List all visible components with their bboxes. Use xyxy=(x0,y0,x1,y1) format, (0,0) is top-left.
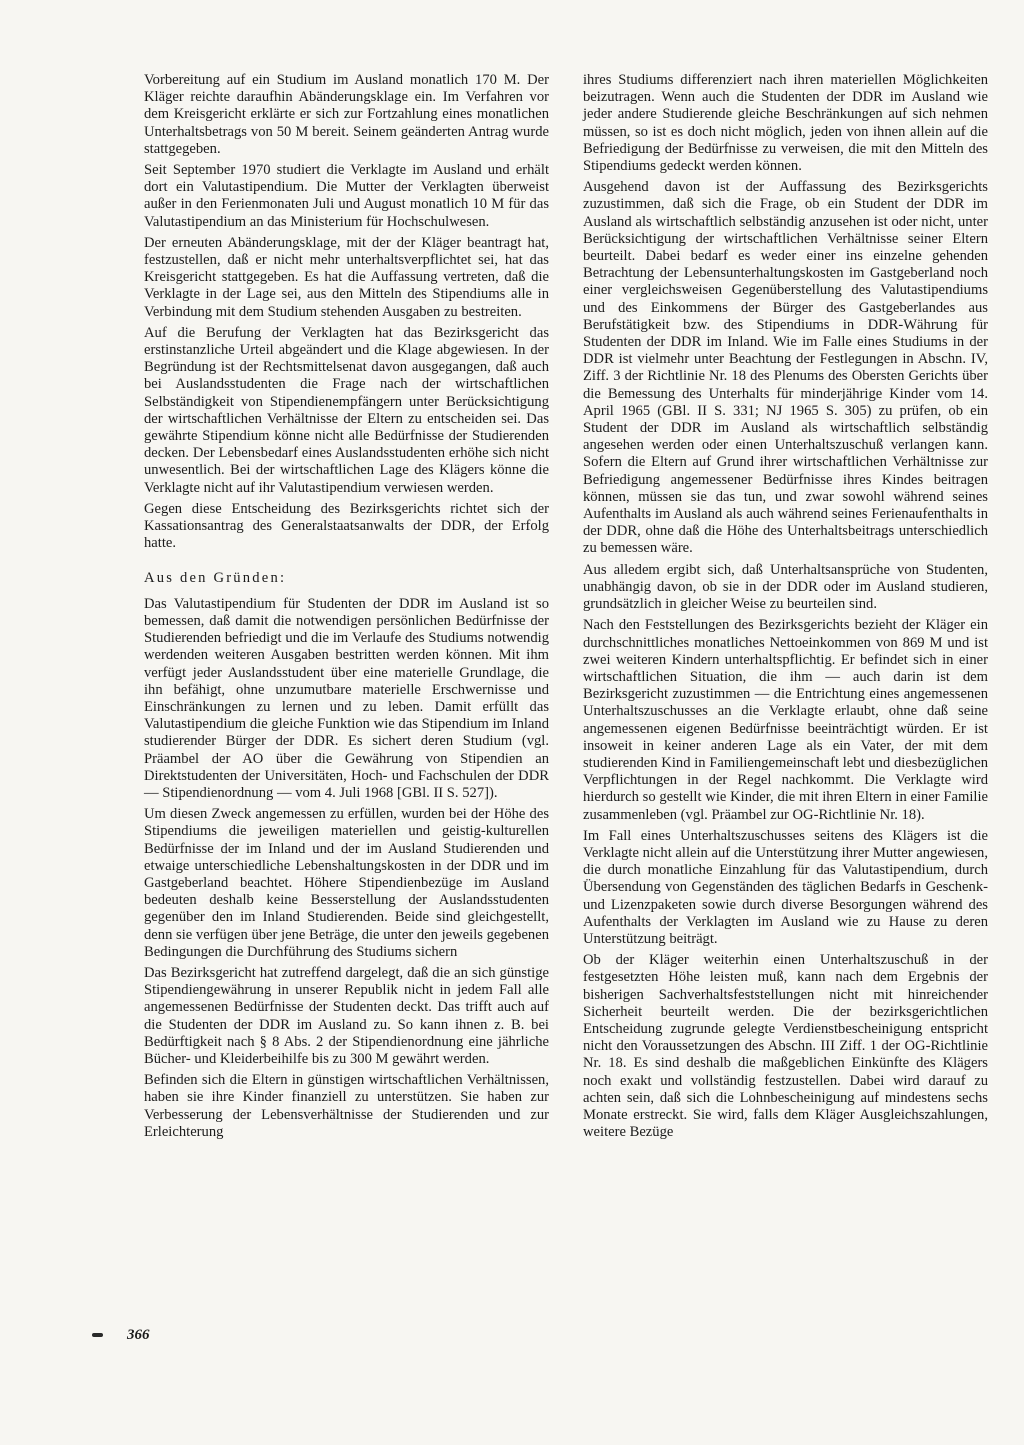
margin-mark xyxy=(92,1333,103,1337)
paragraph: Im Fall eines Unterhaltszuschusses seitens des Klägers ist die Verklagte nicht allein auf die Unterstützung ihrer Mutter angewiesen, die durch monatliche Einzahlung für das Valutastipendium, durch Übersendung von Gegenständen des täglichen Bedarfs in Geschenk- und Lizenzpaketen sowie durch diverse Besorgungen während des Aufenthalts der Verklagten im Ausland wie zu Hause zu deren Unterstützung beiträgt. xyxy=(583,827,988,947)
paragraph: Nach den Feststellungen des Bezirksgerichts bezieht der Kläger ein durchschnittliches monatliches Nettoeinkommen von 869 M und ist zwei weiteren Kindern unterhaltspflichtig. Er befindet sich in einer wirtschaftlichen Situation, die ihm — auch darin ist dem Bezirksgericht zuzustimmen — die Entrichtung eines angemessenen Unterhaltszuschusses an die Verklagte erlaubt, ohne daß seine angemessenen eigenen Bedürfnisse beeinträchtigt würden. Er ist insoweit in keiner anderen Lage als ein Vater, der mit dem studierenden Kind in Familiengemeinschaft lebt und diesbezüglichen Verpflichtungen in der Regel nachkommt. Die Verklagte wird hierdurch so gestellt wie Kinder, die mit ihren Eltern in einer Familie zusammenleben (vgl. Präambel zur OG-Richtlinie Nr. 18). xyxy=(583,617,988,823)
left-column xyxy=(144,72,549,1145)
page-number: 366 xyxy=(127,1327,150,1343)
paragraph: Gegen diese Entscheidung des Bezirksgerichts richtet sich der Kassationsantrag des Generalstaatsanwalts der DDR, der Erfolg hatte. xyxy=(144,500,549,552)
paragraph: Befinden sich die Eltern in günstigen wirtschaftlichen Verhältnissen, haben sie ihre Kinder finanziell zu unterstützen. Sie haben zur Verbesserung der Lebensverhältnisse der Studierenden und zur Erleichterung xyxy=(144,1072,549,1140)
paragraph: Seit September 1970 studiert die Verklagte im Ausland und erhält dort ein Valutastipendium. Die Mutter der Verklagten überweist außer in den Ferienmonaten Juli und August monatlich 10 M für das Valutastipendium an das Ministerium für Hochschulwesen. xyxy=(144,162,549,230)
paragraph: Um diesen Zweck angemessen zu erfüllen, wurden bei der Höhe des Stipendiums die jeweiligen materiellen und geistig-kulturellen Bedürfnisse der im Inland und der im Ausland Studierenden und etwaige unterschiedliche Lebenshaltungskosten in der DDR und im Gastgeberland beachtet. Höhere Stipendienbezüge im Ausland bedeuten deshalb keine Besserstellung der Auslandsstudenten gegenüber den im Inland Studierenden. Beide sind gleichgestellt, denn sie verfügen über jene Beträge, die unter den jeweils gegebenen Bedingungen die Durchführung des Studiums sichern xyxy=(144,806,549,960)
paragraph: Das Bezirksgericht hat zutreffend dargelegt, daß die an sich günstige Stipendiengewährung in unserer Republik nicht in jedem Fall alle angemessenen Bedürfnisse der Studenten deckt. Das trifft auch auf die Studenten der DDR im Ausland zu. So kann ihnen z. B. bei Bedürftigkeit nach § 8 Abs. 2 der Stipendienordnung eine jährliche Bücher- und Kleiderbeihilfe bis zu 300 M gewährt werden. xyxy=(144,964,549,1067)
section-heading: Aus den Gründen: xyxy=(144,570,287,587)
paragraph: Ausgehend davon ist der Auffassung des Bezirksgerichts zuzustimmen, daß sich die Frage, ob ein Student der DDR im Ausland als wirtschaftlich selbständig anzusehen ist oder nicht, unter Berücksichtigung der wirtschaftlichen Verhältnisse seiner Eltern beurteilt. Dabei bedarf es weder einer ins einzelne gehenden Betrachtung der Lebensunterhaltungskosten im Gastgeberland noch einer vergleichsweisen Gegenüberstellung des Valutastipendiums und des Einkommens der Bürger des Gastgeberlandes aus Berufstätigkeit bzw. des Stipendiums in DDR-Währung für Studenten der DDR im Inland. Wie im Falle eines Studiums in der DDR ist vielmehr unter Beachtung der Festlegungen in Abschn. IV, Ziff. 3 der Richtlinie Nr. 18 des Plenums des Obersten Gerichts über die Bemessung des Unterhalts für minderjährige Kinder vom 14. April 1965 (GBl. II S. 331; NJ 1965 S. 305) zu prüfen, ob ein Student der DDR im Ausland als wirtschaftlich selbständig angesehen werden oder einen Unterhaltszuschuß verlangen kann. Sofern die Eltern auf Grund ihrer wirtschaftlichen Verhältnisse zur Befriedigung angemessener Bedürfnisse ihres Kindes beitragen können, müssen sie das tun, und zwar sowohl während seines Aufenthalts im Ausland als auch während seines Ferienaufenthalts in der DDR, ohne daß die Höhe des Unterhaltsbeitrags unterschiedlich zu bemessen wäre. xyxy=(583,179,988,557)
paragraph: ihres Studiums differenziert nach ihren materiellen Möglichkeiten beizutragen. Wenn auch die Studenten der DDR im Ausland wie jeder andere Studierende gleiche Beschränkungen auf sich nehmen müssen, so ist es doch nicht möglich, jeden von ihnen allein auf die Befriedigung der Bedürfnisse zu verweisen, die mit den Mitteln des Stipendiums gedeckt werden können. xyxy=(583,72,988,175)
paragraph: Auf die Berufung der Verklagten hat das Bezirksgericht das erstinstanzliche Urteil abgeändert und die Klage abgewiesen. In der Begründung ist der Rechtsmittelsenat davon ausgegangen, daß auch bei Auslandsstudenten die Frage nach der wirtschaftlichen Selbständigkeit von Stipendienempfängern unter Berücksichtigung der wirtschaftlichen Verhältnisse der Eltern zu entscheiden sei. Das gewährte Stipendium könne nicht alle Bedürfnisse der Studierenden decken. Der Lebensbedarf eines Auslandsstudenten erhöhe sich nicht unwesentlich. Bei der wirtschaftlichen Lage des Klägers könne die Verklagte nicht auf ihr Valutastipendium verwiesen werden. xyxy=(144,324,549,496)
right-column xyxy=(583,72,988,1145)
paragraph: Das Valutastipendium für Studenten der DDR im Ausland ist so bemessen, daß damit die notwendigen persönlichen Bedürfnisse der Studierenden befriedigt und die im Verlaufe des Studiums notwendig werdenden weiteren Ausgaben bestritten werden können. Mit ihm verfügt jeder Auslandsstudent über eine materielle Grundlage, die ihn befähigt, ohne unzumutbare materielle Erschwernisse und Einschränkungen zu lernen und zu leben. Damit erfüllt das Valutastipendium die gleiche Funktion wie das Stipendium im Inland studierender Bürger der DDR. Es sichert deren Studium (vgl. Präambel der AO über die Gewährung von Stipendien an Direktstudenten der Universitäten, Hoch- und Fachschulen der DDR — Stipendienordnung — vom 4. Juli 1968 [GBl. II S. 527]). xyxy=(144,595,549,801)
paragraph: Ob der Kläger weiterhin einen Unterhaltszuschuß in der festgesetzten Höhe leisten muß, kann nach dem Ergebnis der bisherigen Sachverhaltsfeststellungen nicht mit hinreichender Sicherheit beurteilt werden. Die der bezirksgerichtlichen Entscheidung zugrunde gelegte Verdienstbescheinigung entspricht nicht den Voraussetzungen des Abschn. III Ziff. 1 der OG-Richtlinie Nr. 18. Es sind deshalb die maßgeblichen Einkünfte des Klägers noch exakt und vollständig festzustellen. Dabei wird darauf zu achten sein, daß sich die Lohnbescheinigung auf mindestens sechs Monate erstreckt. Sie wird, falls dem Kläger Ausgleichszahlungen, weitere Bezüge xyxy=(583,952,988,1141)
paragraph: Vorbereitung auf ein Studium im Ausland monatlich 170 M. Der Kläger reichte daraufhin Abänderungsklage ein. Im Verfahren vor dem Kreisgericht erklärte er sich zur Fortzahlung eines monatlichen Unterhaltsbetrags von 50 M bereit. Seinem geänderten Antrag wurde stattgegeben. xyxy=(144,72,549,157)
paragraph: Der erneuten Abänderungsklage, mit der der Kläger beantragt hat, festzustellen, daß er nicht mehr unterhaltsverpflichtet sei, hat das Kreisgericht stattgegeben. Es hat die Auffassung vertreten, daß die Verklagte in der Lage sei, aus den Mitteln des Stipendiums alle in Verbindung mit dem Studium stehenden Ausgaben zu bestreiten. xyxy=(144,234,549,320)
paragraph: Aus alledem ergibt sich, daß Unterhaltsansprüche von Studenten, unabhängig davon, ob sie in der DDR oder im Ausland studieren, grundsätzlich in gleicher Weise zu beurteilen sind. xyxy=(583,561,988,613)
